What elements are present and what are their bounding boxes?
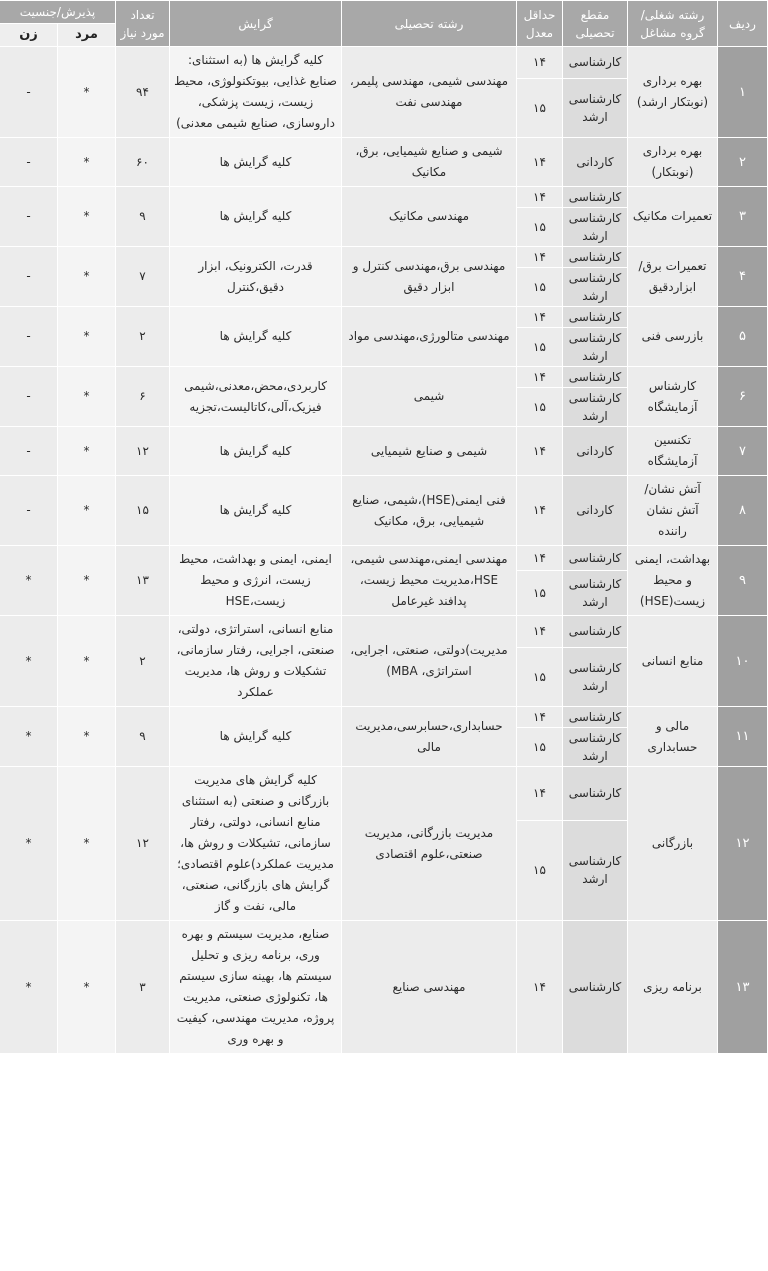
male-acceptance-cell: * — [58, 616, 116, 707]
row-number-cell: ۲ — [718, 138, 768, 187]
min-gpa-cell: ۱۴ — [517, 546, 563, 571]
field-of-study-cell: مهندسی ایمنی،مهندسی شیمی، HSE،مدیریت محیط زیست، پدافند غیرعامل — [342, 546, 517, 616]
male-acceptance-cell: * — [58, 307, 116, 367]
female-acceptance-cell: * — [0, 767, 58, 921]
branch-cell: کلیه گرایش ها — [170, 427, 342, 476]
row-number-cell: ۱ — [718, 47, 768, 138]
branch-cell: کلیه گرایش ها (به استثنای: صنایع غذایی، بیوتکنولوژی، محیط زیست، زیست پزشکی، داروسازی، صنایع شیمی معدنی) — [170, 47, 342, 138]
table-row — [0, 247, 768, 268]
min-gpa-cell: ۱۵ — [517, 728, 563, 767]
degree-cell: کاردانی — [563, 427, 628, 476]
branch-cell: کلیه گرایش ها — [170, 187, 342, 247]
degree-cell: کارشناسی — [563, 367, 628, 388]
degree-cell: کارشناسی — [563, 767, 628, 821]
min-gpa-cell: ۱۴ — [517, 427, 563, 476]
required-count-cell: ۹ — [116, 187, 170, 247]
male-acceptance-cell: * — [58, 707, 116, 767]
min-gpa-cell: ۱۴ — [517, 187, 563, 208]
job-group-cell: تکنسین آزمایشگاه — [628, 427, 718, 476]
degree-cell: کارشناسی ارشد — [563, 647, 628, 706]
female-acceptance-cell: - — [0, 47, 58, 138]
min-gpa-cell: ۱۴ — [517, 921, 563, 1054]
required-count-cell: ۱۳ — [116, 546, 170, 616]
field-of-study-cell: مهندسی برق،مهندسی کنترل و ابزار دقیق — [342, 247, 517, 307]
row-number-cell: ۶ — [718, 367, 768, 427]
required-count-cell: ۱۲ — [116, 427, 170, 476]
required-count-cell: ۶۰ — [116, 138, 170, 187]
row-number-cell: ۴ — [718, 247, 768, 307]
male-acceptance-cell: * — [58, 138, 116, 187]
row-number-cell: ۱۱ — [718, 707, 768, 767]
table-row — [0, 616, 768, 648]
required-count-cell: ۷ — [116, 247, 170, 307]
required-count-cell: ۹۴ — [116, 47, 170, 138]
degree-cell: کارشناسی — [563, 707, 628, 728]
female-acceptance-cell: - — [0, 187, 58, 247]
field-of-study-cell: مهندسی متالورژی،مهندسی مواد — [342, 307, 517, 367]
degree-cell: کارشناسی — [563, 247, 628, 268]
female-acceptance-cell: * — [0, 616, 58, 707]
header-gender: پذیرش/جنسیت — [0, 1, 116, 24]
degree-cell: کارشناسی ارشد — [563, 820, 628, 920]
female-acceptance-cell: - — [0, 367, 58, 427]
degree-cell: کارشناسی — [563, 307, 628, 328]
female-acceptance-cell: - — [0, 138, 58, 187]
degree-cell: کارشناسی ارشد — [563, 208, 628, 247]
required-count-cell: ۱۵ — [116, 476, 170, 546]
female-acceptance-cell: * — [0, 546, 58, 616]
table-row — [0, 427, 768, 476]
min-gpa-cell: ۱۵ — [517, 78, 563, 137]
degree-cell: کارشناسی ارشد — [563, 268, 628, 307]
degree-cell: کارشناسی ارشد — [563, 570, 628, 616]
degree-cell: کارشناسی — [563, 616, 628, 648]
table-row — [0, 546, 768, 571]
row-number-cell: ۵ — [718, 307, 768, 367]
min-gpa-cell: ۱۵ — [517, 647, 563, 706]
min-gpa-cell: ۱۵ — [517, 208, 563, 247]
header-female: زن — [0, 24, 58, 47]
table-body — [0, 47, 768, 1054]
field-of-study-cell: مدیریت)دولتی، صنعتی، اجرایی، استراتژی، MBA) — [342, 616, 517, 707]
min-gpa-cell: ۱۴ — [517, 47, 563, 79]
job-group-cell: تعمیرات مکانیک — [628, 187, 718, 247]
degree-cell: کارشناسی ارشد — [563, 78, 628, 137]
min-gpa-cell: ۱۴ — [517, 767, 563, 821]
table-row — [0, 921, 768, 1054]
job-group-cell: بهره برداری (نوبتکار ارشد) — [628, 47, 718, 138]
branch-cell: صنایع، مدیریت سیستم و بهره وری، برنامه ریزی و تحلیل سیستم ها، بهینه سازی سیستم ها، تکنولوژی صنعتی، مدیریت پروژه، مدیریت مهندسی، کیفیت و بهره وری — [170, 921, 342, 1054]
male-acceptance-cell: * — [58, 187, 116, 247]
row-number-cell: ۹ — [718, 546, 768, 616]
degree-cell: کارشناسی — [563, 921, 628, 1054]
degree-cell: کارشناسی ارشد — [563, 728, 628, 767]
required-count-cell: ۲ — [116, 616, 170, 707]
row-number-cell: ۷ — [718, 427, 768, 476]
branch-cell: کلیه گرایش ها — [170, 307, 342, 367]
min-gpa-cell: ۱۴ — [517, 476, 563, 546]
field-of-study-cell: شیمی و صنایع شیمیایی، برق، مکانیک — [342, 138, 517, 187]
table-row — [0, 47, 768, 79]
female-acceptance-cell: - — [0, 427, 58, 476]
degree-cell: کاردانی — [563, 138, 628, 187]
branch-cell: کلیه گرایش های مدیریت بازرگانی و صنعتی (به استثنای منابع انسانی، دولتی، رفتار سازمانی، تشیکلات و روش ها، مدیریت عملکرد)علوم اقتصادی؛گرایش های بازرگانی، صنعتی، مالی، نفت و گاز — [170, 767, 342, 921]
required-count-cell: ۳ — [116, 921, 170, 1054]
required-count-cell: ۱۲ — [116, 767, 170, 921]
min-gpa-cell: ۱۵ — [517, 328, 563, 367]
header-count: تعداد مورد نیاز — [116, 1, 170, 47]
header-min-gpa: حداقل معدل — [517, 1, 563, 47]
female-acceptance-cell: * — [0, 921, 58, 1054]
job-group-cell: تعمیرات برق/ ابزاردقیق — [628, 247, 718, 307]
male-acceptance-cell: * — [58, 247, 116, 307]
branch-cell: کلیه گرایش ها — [170, 138, 342, 187]
row-number-cell: ۱۰ — [718, 616, 768, 707]
min-gpa-cell: ۱۴ — [517, 367, 563, 388]
job-group-cell: منابع انسانی — [628, 616, 718, 707]
female-acceptance-cell: - — [0, 247, 58, 307]
branch-cell: منابع انسانی، استراتژی، دولتی، صنعتی، اجرایی، رفتار سازمانی، تشکیلات و روش ها، مدیریت عملکرد — [170, 616, 342, 707]
header-job-group: رشته شغلی/گروه مشاغل — [628, 1, 718, 47]
row-number-cell: ۱۲ — [718, 767, 768, 921]
required-count-cell: ۹ — [116, 707, 170, 767]
male-acceptance-cell: * — [58, 546, 116, 616]
job-group-cell: بازرگانی — [628, 767, 718, 921]
job-group-cell: بهداشت، ایمنی و محیط زیست(HSE) — [628, 546, 718, 616]
header-field: رشته تحصیلی — [342, 1, 517, 47]
header-degree: مقطع تحصیلی — [563, 1, 628, 47]
table-row — [0, 187, 768, 208]
branch-cell: کاربردی،محض،معدنی،شیمی فیزیک،آلی،کاتالیست،تجزیه — [170, 367, 342, 427]
male-acceptance-cell: * — [58, 367, 116, 427]
min-gpa-cell: ۱۴ — [517, 616, 563, 648]
branch-cell: ایمنی، ایمنی و بهداشت، محیط زیست، انرژی و محیط زیست،HSE — [170, 546, 342, 616]
male-acceptance-cell: * — [58, 921, 116, 1054]
table-row — [0, 367, 768, 388]
male-acceptance-cell: * — [58, 767, 116, 921]
min-gpa-cell: ۱۴ — [517, 138, 563, 187]
table-row — [0, 767, 768, 821]
min-gpa-cell: ۱۵ — [517, 268, 563, 307]
female-acceptance-cell: * — [0, 707, 58, 767]
required-count-cell: ۶ — [116, 367, 170, 427]
job-group-cell: مالی و حسابداری — [628, 707, 718, 767]
degree-cell: کارشناسی — [563, 546, 628, 571]
table-row — [0, 707, 768, 728]
job-group-cell: کارشناس آزمایشگاه — [628, 367, 718, 427]
min-gpa-cell: ۱۴ — [517, 307, 563, 328]
degree-cell: کارشناسی ارشد — [563, 328, 628, 367]
table-row — [0, 476, 768, 546]
field-of-study-cell: مهندسی صنایع — [342, 921, 517, 1054]
field-of-study-cell: شیمی — [342, 367, 517, 427]
header-male: مرد — [58, 24, 116, 47]
branch-cell: قدرت، الکترونیک، ابزار دقیق،کنترل — [170, 247, 342, 307]
row-number-cell: ۱۳ — [718, 921, 768, 1054]
degree-cell: کارشناسی — [563, 47, 628, 79]
min-gpa-cell: ۱۴ — [517, 247, 563, 268]
header-branch: گرایش — [170, 1, 342, 47]
table-row — [0, 138, 768, 187]
table-header — [0, 1, 768, 47]
degree-cell: کارشناسی — [563, 187, 628, 208]
branch-cell: کلیه گرایش ها — [170, 707, 342, 767]
field-of-study-cell: فنی ایمنی(HSE)،شیمی، صنایع شیمیایی، برق، مکانیک — [342, 476, 517, 546]
male-acceptance-cell: * — [58, 47, 116, 138]
female-acceptance-cell: - — [0, 307, 58, 367]
job-group-cell: بهره برداری (نوبتکار) — [628, 138, 718, 187]
field-of-study-cell: مهندسی مکانیک — [342, 187, 517, 247]
required-count-cell: ۲ — [116, 307, 170, 367]
min-gpa-cell: ۱۵ — [517, 388, 563, 427]
table-row — [0, 307, 768, 328]
field-of-study-cell: مدیریت بازرگانی، مدیریت صنعتی،علوم اقتصادی — [342, 767, 517, 921]
job-group-cell: آتش نشان/ آتش نشان راننده — [628, 476, 718, 546]
min-gpa-cell: ۱۵ — [517, 570, 563, 616]
branch-cell: کلیه گرایش ها — [170, 476, 342, 546]
degree-cell: کارشناسی ارشد — [563, 388, 628, 427]
male-acceptance-cell: * — [58, 427, 116, 476]
header-row-number: ردیف — [718, 1, 768, 47]
female-acceptance-cell: - — [0, 476, 58, 546]
job-group-cell: برنامه ریزی — [628, 921, 718, 1054]
field-of-study-cell: شیمی و صنایع شیمیایی — [342, 427, 517, 476]
degree-cell: کاردانی — [563, 476, 628, 546]
row-number-cell: ۳ — [718, 187, 768, 247]
job-group-cell: بازرسی فنی — [628, 307, 718, 367]
male-acceptance-cell: * — [58, 476, 116, 546]
row-number-cell: ۸ — [718, 476, 768, 546]
min-gpa-cell: ۱۵ — [517, 820, 563, 920]
min-gpa-cell: ۱۴ — [517, 707, 563, 728]
field-of-study-cell: حسابداری،حسابرسی،مدیریت مالی — [342, 707, 517, 767]
field-of-study-cell: مهندسی شیمی، مهندسی پلیمر، مهندسی نفت — [342, 47, 517, 138]
